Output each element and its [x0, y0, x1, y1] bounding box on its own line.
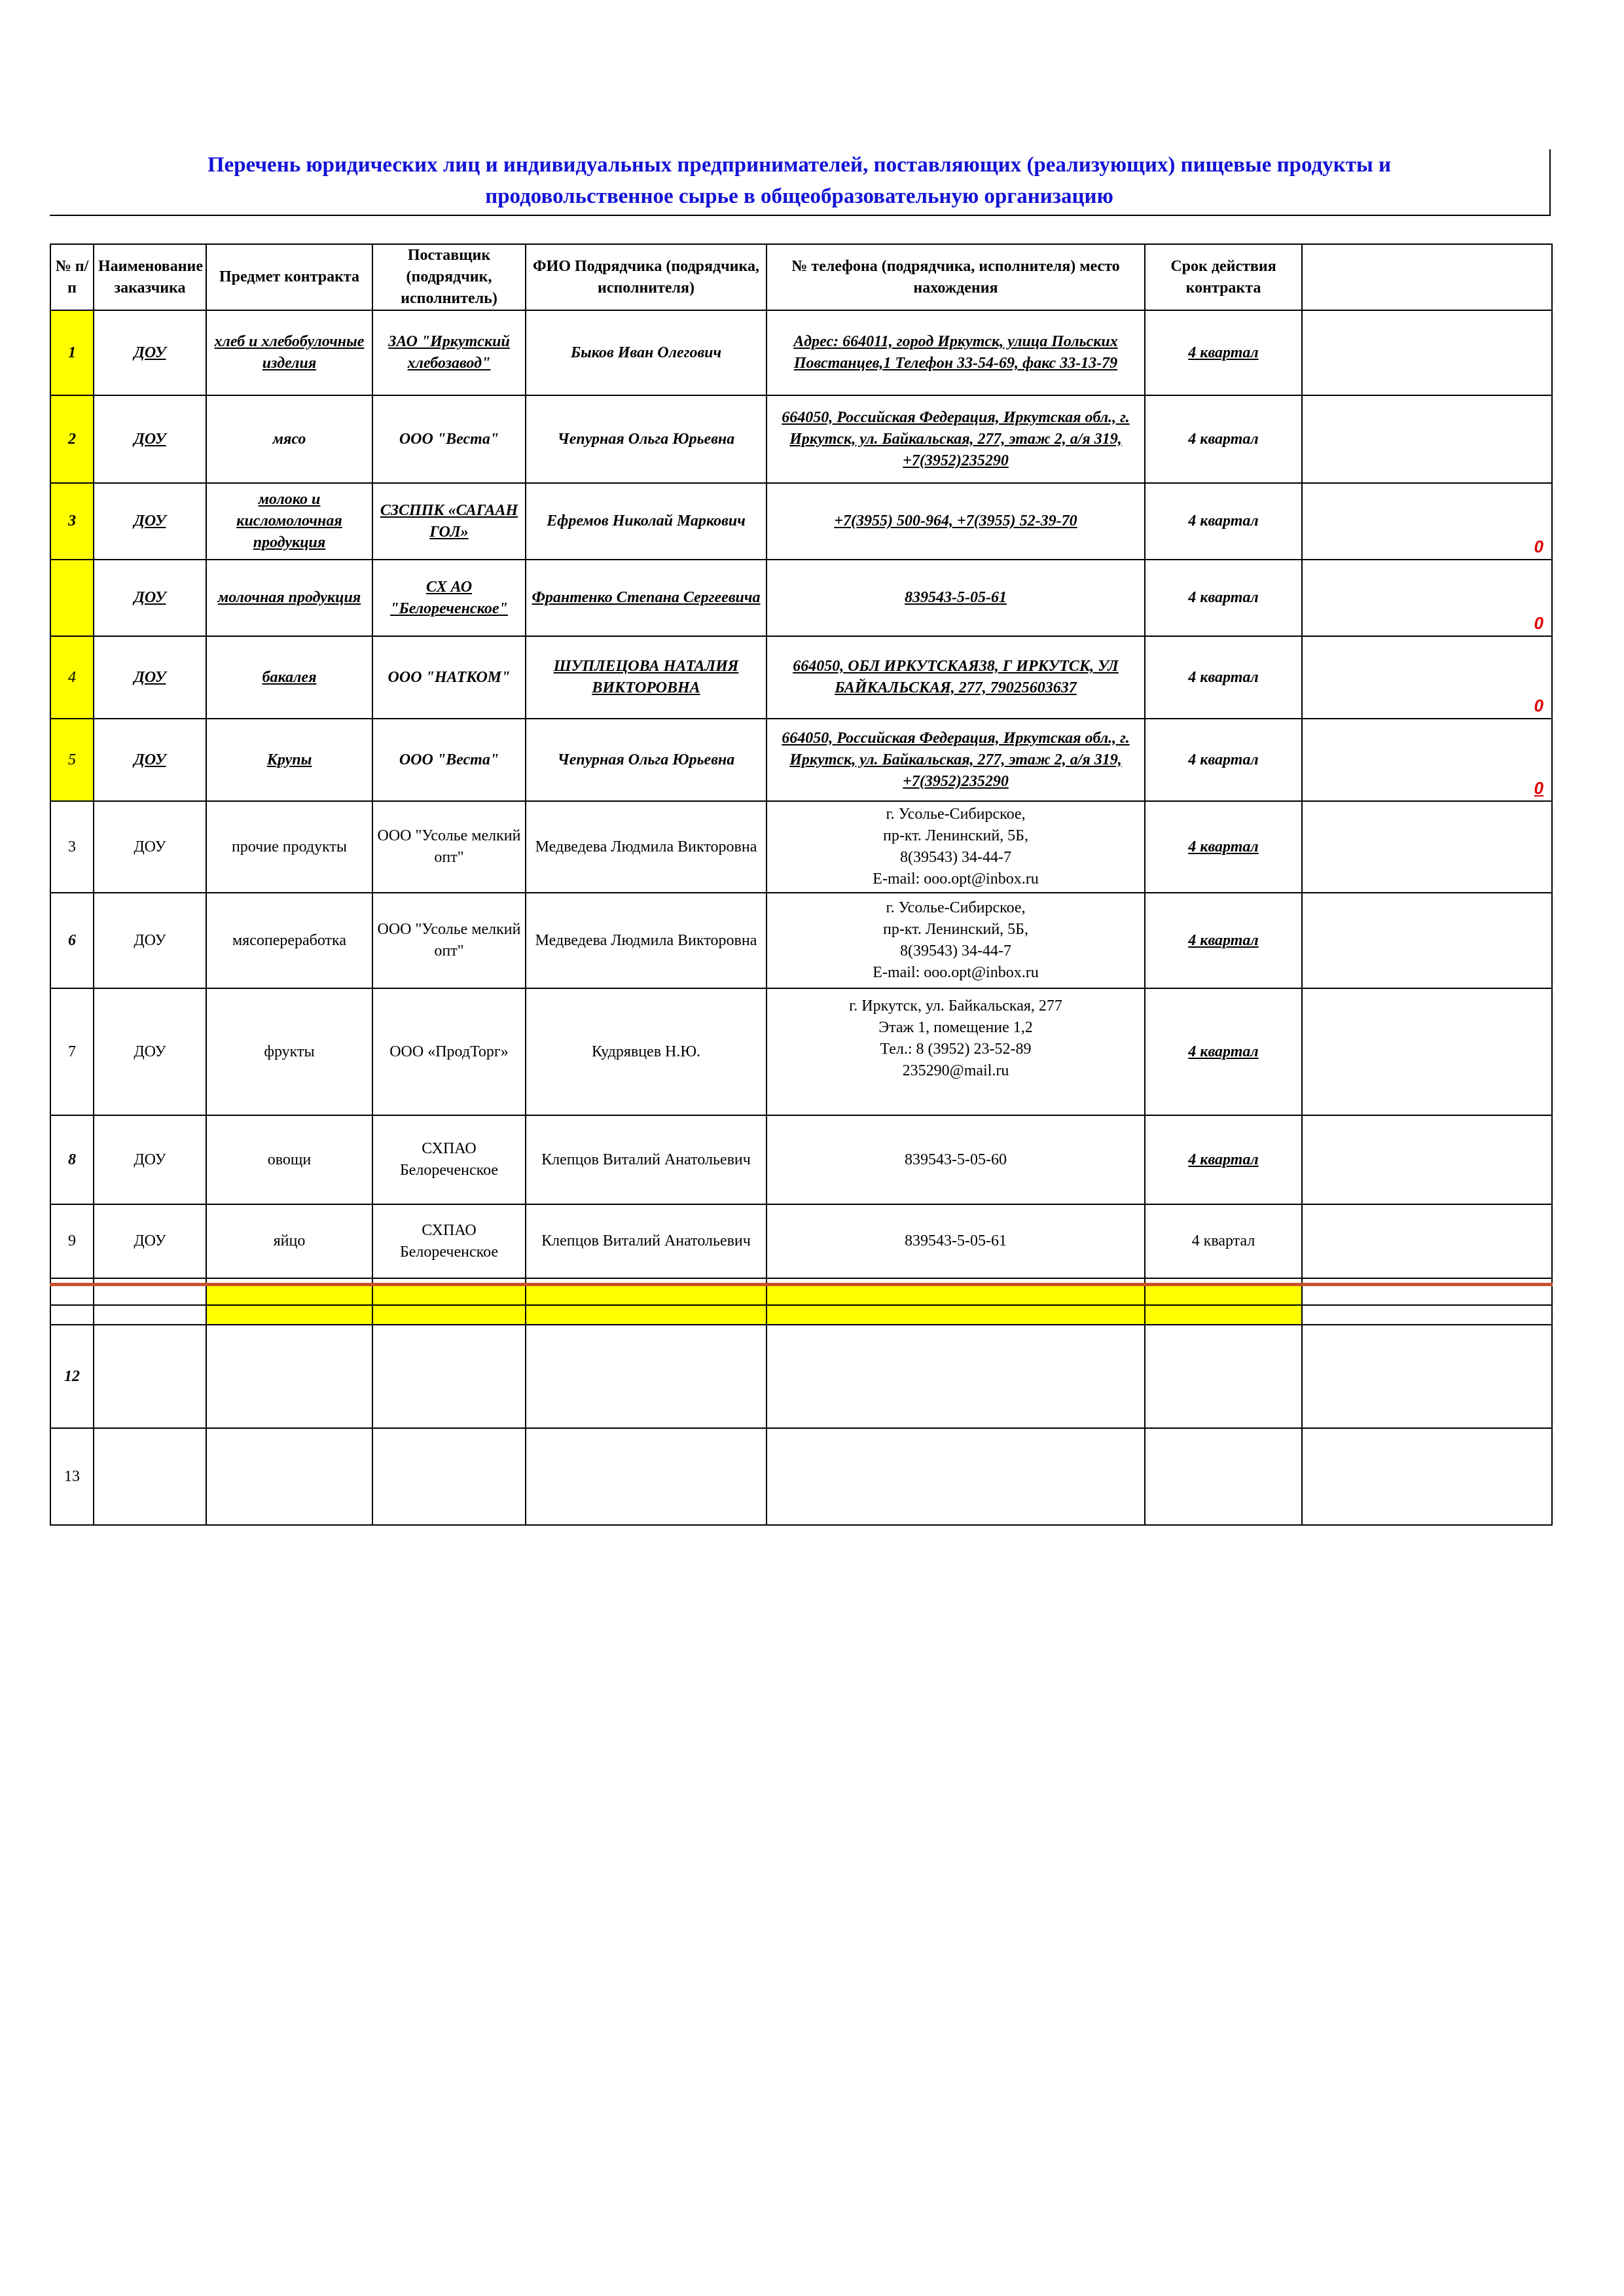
cell-term: 4 квартал [1145, 395, 1302, 483]
phone-line: г. Усолье-Сибирское, [886, 806, 1026, 823]
cell-subject: прочие продукты [206, 801, 372, 893]
cell-subject: молочная продукция [206, 560, 372, 636]
cell-phone [767, 893, 1145, 988]
table-row [50, 560, 1552, 636]
cell-term: 4 квартал [1145, 719, 1302, 801]
table-row [50, 893, 1552, 988]
cell-num: 12 [50, 1325, 94, 1428]
cell-fio: Клепцов Виталий Анатольевич [526, 1204, 767, 1278]
cell-term: 4 квартал [1145, 1115, 1302, 1204]
cell-num: 3 [50, 801, 94, 893]
header-row [50, 244, 1552, 310]
cell-customer: ДОУ [94, 483, 206, 560]
table-row [50, 1115, 1552, 1204]
header-term: Срок действия контракта [1145, 244, 1302, 310]
cell-supplier: ООО "Веста" [372, 395, 526, 483]
cell-num: 1 [50, 310, 94, 395]
blank-row [50, 1285, 1552, 1306]
cell-supplier: СХПАО Белореченское [372, 1204, 526, 1278]
cell-fio: Медведева Людмила Викторовна [526, 893, 767, 988]
cell-customer: ДОУ [94, 1204, 206, 1278]
cell-subject: мясо [206, 395, 372, 483]
cell-subject: фрукты [206, 988, 372, 1115]
separator-row [50, 1278, 1552, 1285]
cell-num: 13 [50, 1428, 94, 1525]
cell-fio: Франтенко Степана Сергеевича [526, 560, 767, 636]
cell-extra [1302, 560, 1552, 636]
table-row [50, 988, 1552, 1115]
cell-supplier: СХ АО "Белореченское" [372, 560, 526, 636]
cell-phone: 839543-5-05-61 [767, 560, 1145, 636]
phone-line: E-mail: ooo.opt@inbox.ru [873, 870, 1039, 888]
cell-num: 8 [50, 1115, 94, 1204]
cell-fio: Клепцов Виталий Анатольевич [526, 1115, 767, 1204]
cell-subject: хлеб и хлебобулочные изделия [206, 310, 372, 395]
table-row [50, 310, 1552, 395]
cell-fio: Быков Иван Олегович [526, 310, 767, 395]
phone-line: Этаж 1, помещение 1,2 [878, 1019, 1033, 1036]
cell-customer: ДОУ [94, 893, 206, 988]
cell-fio: Медведева Людмила Викторовна [526, 801, 767, 893]
cell-fio: Ефремов Николай Маркович [526, 483, 767, 560]
cell-fio: ШУПЛЕЦОВА НАТАЛИЯ ВИКТОРОВНА [526, 636, 767, 719]
table-row [50, 801, 1552, 893]
cell-phone: 664050, Российская Федерация, Иркутская обл., г. Иркутск, ул. Байкальская, 277, этаж 2, а/я 319, +7(3952)235290 [767, 719, 1145, 801]
phone-line: пр-кт. Ленинский, 5Б, [883, 921, 1028, 938]
suppliers-table [50, 243, 1553, 1526]
cell-num: 7 [50, 988, 94, 1115]
cell-term: 4 квартал [1145, 893, 1302, 988]
cell-extra [1302, 310, 1552, 395]
zero-marker: 0 [1534, 613, 1543, 633]
cell-term: 4 квартал [1145, 483, 1302, 560]
header-fio: ФИО Подрядчика (подрядчика, исполнителя) [526, 244, 767, 310]
zero-marker: 0 [1534, 696, 1543, 715]
phone-line: E-mail: ooo.opt@inbox.ru [873, 964, 1039, 981]
cell-extra [1302, 395, 1552, 483]
table-row [50, 1325, 1552, 1428]
cell-customer: ДОУ [94, 395, 206, 483]
phone-line: 8(39543) 34-44-7 [900, 942, 1011, 960]
title-line-1: Перечень юридических лиц и индивидуальных предпринимателей, поставляющих (реализующих) пищевые продукты и [207, 153, 1392, 177]
cell-subject: Крупы [206, 719, 372, 801]
table-row [50, 395, 1552, 483]
header-subject: Предмет контракта [206, 244, 372, 310]
cell-customer: ДОУ [94, 1115, 206, 1204]
header-customer: Наименование заказчика [94, 244, 206, 310]
cell-term: 4 квартал [1145, 801, 1302, 893]
cell-term: 4 квартал [1145, 1204, 1302, 1278]
cell-subject: мясопереработка [206, 893, 372, 988]
table-row [50, 1204, 1552, 1278]
cell-term: 4 квартал [1145, 310, 1302, 395]
cell-num: 6 [50, 893, 94, 988]
cell-extra [1302, 1204, 1552, 1278]
cell-extra [1302, 893, 1552, 988]
cell-phone [767, 801, 1145, 893]
cell-supplier: ООО "Усолье мелкий опт" [372, 801, 526, 893]
table-row [50, 636, 1552, 719]
phone-line: Тел.: 8 (3952) 23-52-89 [880, 1041, 1032, 1058]
document-title [50, 149, 1549, 215]
cell-extra [1302, 719, 1552, 801]
cell-subject: овощи [206, 1115, 372, 1204]
cell-fio: Чепурная Ольга Юрьевна [526, 719, 767, 801]
cell-extra [1302, 636, 1552, 719]
cell-customer: ДОУ [94, 988, 206, 1115]
cell-customer: ДОУ [94, 636, 206, 719]
cell-phone: Адрес: 664011, город Иркутск, улица Польских Повстанцев,1 Телефон 33-54-69, факс 33-13-79 [767, 310, 1145, 395]
title-line-2: продовольственное сырье в общеобразовательную организацию [485, 185, 1113, 208]
title-vertical-rule [1549, 149, 1551, 216]
cell-num: 2 [50, 395, 94, 483]
cell-phone: +7(3955) 500-964, +7(3955) 52-39-70 [767, 483, 1145, 560]
cell-num: 3 [50, 483, 94, 560]
cell-phone: 664050, ОБЛ ИРКУТСКАЯ38, Г ИРКУТСК, УЛ БАЙКАЛЬСКАЯ, 277, 79025603637 [767, 636, 1145, 719]
phone-line: 8(39543) 34-44-7 [900, 849, 1011, 866]
cell-num [50, 560, 94, 636]
cell-phone: 664050, Российская Федерация, Иркутская обл., г. Иркутск, ул. Байкальская, 277, этаж 2, а/я 319, +7(3952)235290 [767, 395, 1145, 483]
cell-phone [767, 988, 1145, 1115]
cell-supplier: ЗАО "Иркутский хлебозавод" [372, 310, 526, 395]
cell-term: 4 квартал [1145, 988, 1302, 1115]
cell-extra [1302, 801, 1552, 893]
cell-supplier: ООО "Веста" [372, 719, 526, 801]
cell-phone: 839543-5-05-60 [767, 1115, 1145, 1204]
cell-num: 9 [50, 1204, 94, 1278]
phone-line: 235290@mail.ru [902, 1062, 1009, 1079]
cell-phone: 839543-5-05-61 [767, 1204, 1145, 1278]
phone-line: г. Иркутск, ул. Байкальская, 277 [849, 997, 1062, 1014]
cell-supplier: СЗСППК «САГААН ГОЛ» [372, 483, 526, 560]
cell-customer: ДОУ [94, 560, 206, 636]
header-extra [1302, 244, 1552, 310]
header-phone: № телефона (подрядчика, исполнителя) место нахождения [767, 244, 1145, 310]
cell-extra [1302, 988, 1552, 1115]
cell-extra [1302, 1115, 1552, 1204]
cell-term: 4 квартал [1145, 560, 1302, 636]
cell-extra [1302, 483, 1552, 560]
cell-subject: молоко и кисломолочная продукция [206, 483, 372, 560]
phone-line: пр-кт. Ленинский, 5Б, [883, 827, 1028, 844]
cell-supplier: ООО "Усолье мелкий опт" [372, 893, 526, 988]
table-row [50, 1428, 1552, 1525]
table-row [50, 719, 1552, 801]
cell-subject: бакалея [206, 636, 372, 719]
title-text [50, 149, 1549, 212]
zero-marker: 0 [1534, 778, 1543, 798]
title-rule [50, 215, 1551, 216]
cell-fio: Чепурная Ольга Юрьевна [526, 395, 767, 483]
cell-customer: ДОУ [94, 719, 206, 801]
header-num: № п/п [50, 244, 94, 310]
cell-supplier: ООО "НАТКОМ" [372, 636, 526, 719]
table-row [50, 483, 1552, 560]
zero-marker: 0 [1534, 537, 1543, 556]
cell-term: 4 квартал [1145, 636, 1302, 719]
cell-num: 5 [50, 719, 94, 801]
cell-supplier: ООО «ПродТорг» [372, 988, 526, 1115]
blank-row [50, 1305, 1552, 1325]
cell-fio: Кудрявцев Н.Ю. [526, 988, 767, 1115]
phone-line: г. Усолье-Сибирское, [886, 899, 1026, 916]
cell-customer: ДОУ [94, 801, 206, 893]
header-supplier: Поставщик (подрядчик, исполнитель) [372, 244, 526, 310]
cell-num: 4 [50, 636, 94, 719]
cell-supplier: СХПАО Белореченское [372, 1115, 526, 1204]
cell-customer: ДОУ [94, 310, 206, 395]
cell-subject: яйцо [206, 1204, 372, 1278]
